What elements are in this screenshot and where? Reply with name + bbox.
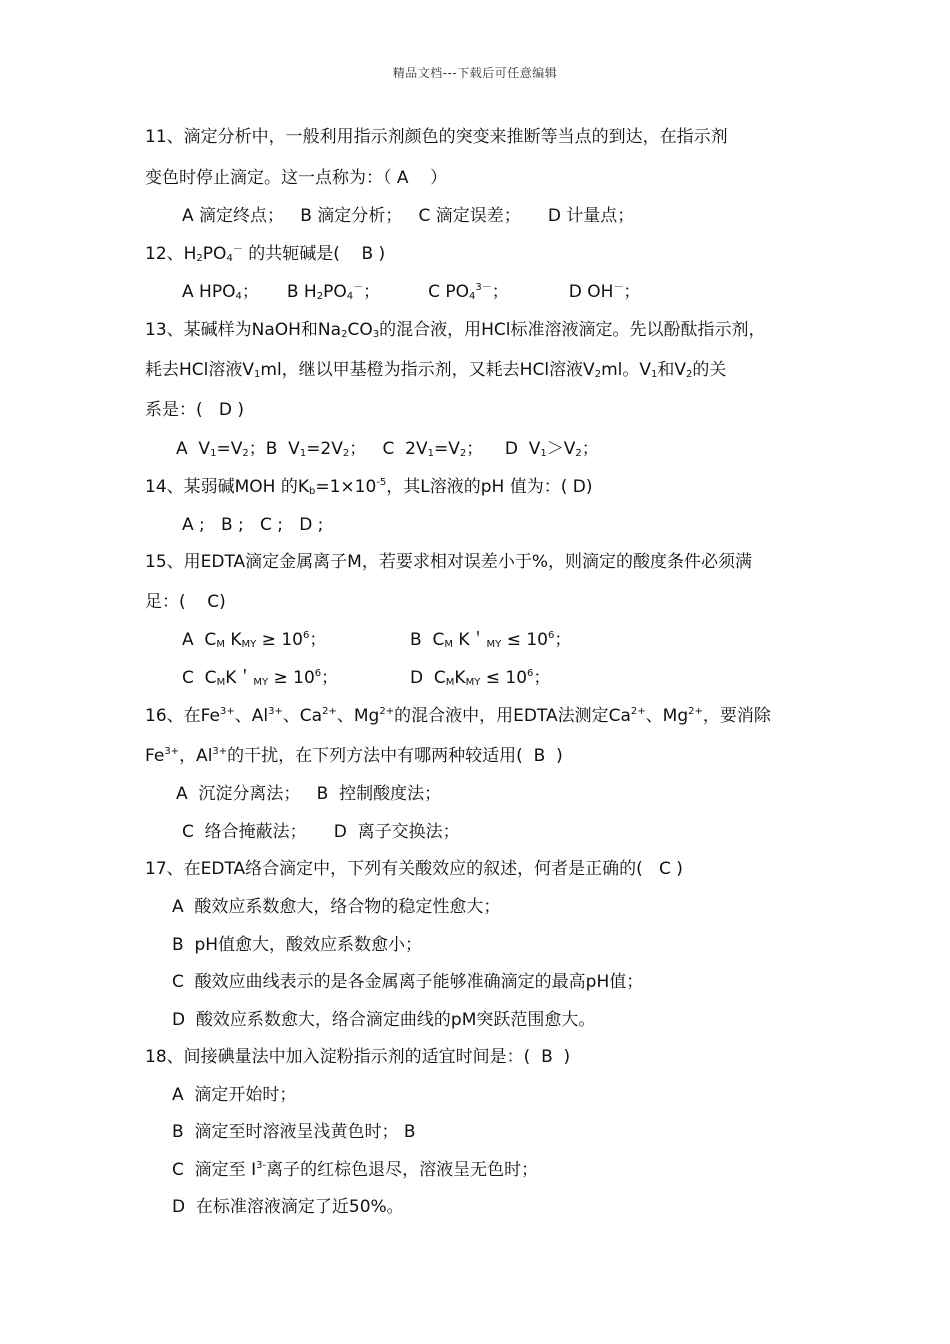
q12-options: A $HPO_4$； B $H_2PO_4^-$； C $PO_4^{3-}$； D OH－； <box>182 282 641 302</box>
q15-option-a: A $C_M$ $K_{MY} \ge 10^6$； <box>182 630 327 650</box>
q13-line2: 耗去HCl溶液$V_1ml$，继以甲基橙为指示剂，又耗去HCl溶液$V_2ml$。$V_1$和$V_2$的关 <box>145 360 727 380</box>
q11-line2: 变色时停止滴定。这一点称为：（ A ） <box>145 168 448 188</box>
q18-stem: 18、间接碘量法中加入淀粉指示剂的适宜时间是：( B ) <box>145 1047 571 1067</box>
page-header: 精品文档---下载后可任意编辑 <box>392 66 558 80</box>
q15-option-d: D $C_MK_{MY} \le 10^6$； <box>410 668 551 688</box>
q15-option-b: B $C_M$ K＇$_{MY} \le 10^6$； <box>410 630 572 650</box>
q15-line1: 15、用EDTA滴定金属离子M，若要求相对误差小于%，则滴定的酸度条件必须满 <box>145 552 752 572</box>
q18-option-d: D 在标准溶液滴定了近50%。 <box>172 1197 404 1217</box>
q17-option-a: A 酸效应系数愈大，络合物的稳定性愈大； <box>172 897 501 917</box>
q17-option-c: C 酸效应曲线表示的是各金属离子能够准确滴定的最高pH值； <box>172 972 644 992</box>
q11-line1: 11、滴定分析中，一般利用指示剂颜色的突变来推断等当点的到达，在指示剂 <box>145 127 728 147</box>
q11-options: A 滴定终点； B 滴定分析； C 滴定误差； D 计量点； <box>182 206 635 226</box>
q12-stem: 12、$H_2PO_4^-$ 的共轭碱是( B ) <box>145 244 386 264</box>
q16-options-cd: C 络合掩蔽法； D 离子交换法； <box>182 822 460 842</box>
q17-stem: 17、在EDTA络合滴定中，下列有关酸效应的叙述，何者是正确的( C ) <box>145 859 683 879</box>
q14-options: A ; B ; C ; D ; <box>182 515 324 535</box>
q15-option-c: C $C_MK$＇$_{MY} \ge 10^6$； <box>182 668 339 688</box>
q18-option-b: B 滴定至时溶液呈浅黄色时； B <box>172 1122 416 1142</box>
q15-line2: 足：( C) <box>145 592 226 612</box>
q16-options-ab: A 沉淀分离法； B 控制酸度法； <box>176 784 442 804</box>
q13-line1: 13、某碱样为NaOH和$Na_2CO_3$的混合液，用HCl标准溶液滴定。先以酚酞指示剂， <box>145 320 766 340</box>
q16-line2: $Fe^{3+}$，$Al^{3+}$的干扰，在下列方法中有哪两种较适用( B ) <box>145 746 563 766</box>
q14-stem: 14、某弱碱MOH 的$K_b=1\times 10^{-5}$，其L溶液的pH 值为：( D) <box>145 477 593 497</box>
q17-option-d: D 酸效应系数愈大，络合滴定曲线的pM突跃范围愈大。 <box>172 1010 596 1030</box>
q13-options: A $V_1=V_2$；B $V_1=2V_2$； C $2V_1=V_2$； D $V_1>V_2$； <box>176 439 599 459</box>
q13-line3: 系是：( D ) <box>145 400 244 420</box>
q16-line1: 16、在$Fe^{3+}$、$Al^{3+}$、$Ca^{2+}$、$Mg^{2+}$的混合液中，用EDTA法测定$Ca^{2+}$、$Mg^{2+}$，要消除 <box>145 706 771 726</box>
q18-option-a: A 滴定开始时； <box>172 1085 297 1105</box>
q17-option-b: B pH值愈大，酸效应系数愈小； <box>172 935 423 955</box>
q18-option-c: C 滴定至 $I^{3-}$离子的红棕色退尽，溶液呈无色时； <box>172 1160 539 1180</box>
